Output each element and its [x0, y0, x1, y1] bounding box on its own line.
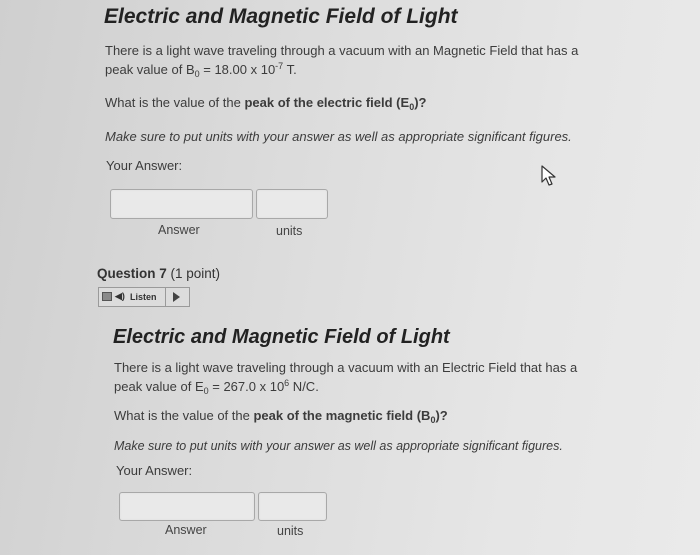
audio-player-icon	[102, 292, 112, 301]
q7-answer-label: Answer	[165, 523, 207, 537]
q7-your-answer-label: Your Answer:	[116, 463, 193, 478]
q6-prompt-line2: peak value of $B_0 = 18.00$ x $10^{-7}$ T.	[105, 61, 297, 79]
q7-prompt-line1: There is a light wave traveling through a vacuum with an Electric Field that has a	[114, 360, 578, 375]
q7-units-label: units	[277, 524, 304, 538]
q7-question: What is the value of the peak of the magnetic field $(B_0)$?	[114, 408, 448, 425]
q7-prompt	[114, 358, 634, 396]
q7-header: Question 7 (1 point)	[97, 266, 221, 281]
q6-answer-label: Answer	[158, 223, 200, 237]
q6-prompt	[105, 41, 625, 79]
q7-answer-input[interactable]	[119, 492, 255, 521]
q7-prompt-line2: peak value of $E_0 = 267.0$ x $10^6$ N/C.	[114, 378, 319, 396]
q6-instruction: Make sure to put units with your answer as well as appropriate significant figures.	[105, 129, 572, 144]
q6-units-label: units	[276, 224, 303, 238]
listen-label: Listen	[130, 292, 157, 302]
play-icon[interactable]	[173, 292, 180, 302]
q6-units-input[interactable]	[256, 189, 328, 219]
q7-title: Electric and Magnetic Field of Light	[113, 326, 450, 348]
listen-button[interactable]	[98, 287, 190, 307]
q6-question: What is the value of the peak of the electric field $(E_0)$?	[105, 95, 427, 112]
q6-prompt-line1: There is a light wave traveling through a vacuum with an Magnetic Field that has a	[105, 43, 579, 58]
speaker-icon: ◀)	[115, 291, 125, 301]
q6-title: Electric and Magnetic Field of Light	[104, 5, 458, 28]
mouse-pointer-icon	[541, 165, 557, 187]
q7-instruction: Make sure to put units with your answer as well as appropriate significant figures.	[114, 439, 563, 453]
q6-your-answer-label: Your Answer:	[106, 158, 183, 173]
q7-units-input[interactable]	[258, 492, 327, 521]
q6-answer-input[interactable]	[110, 189, 253, 219]
